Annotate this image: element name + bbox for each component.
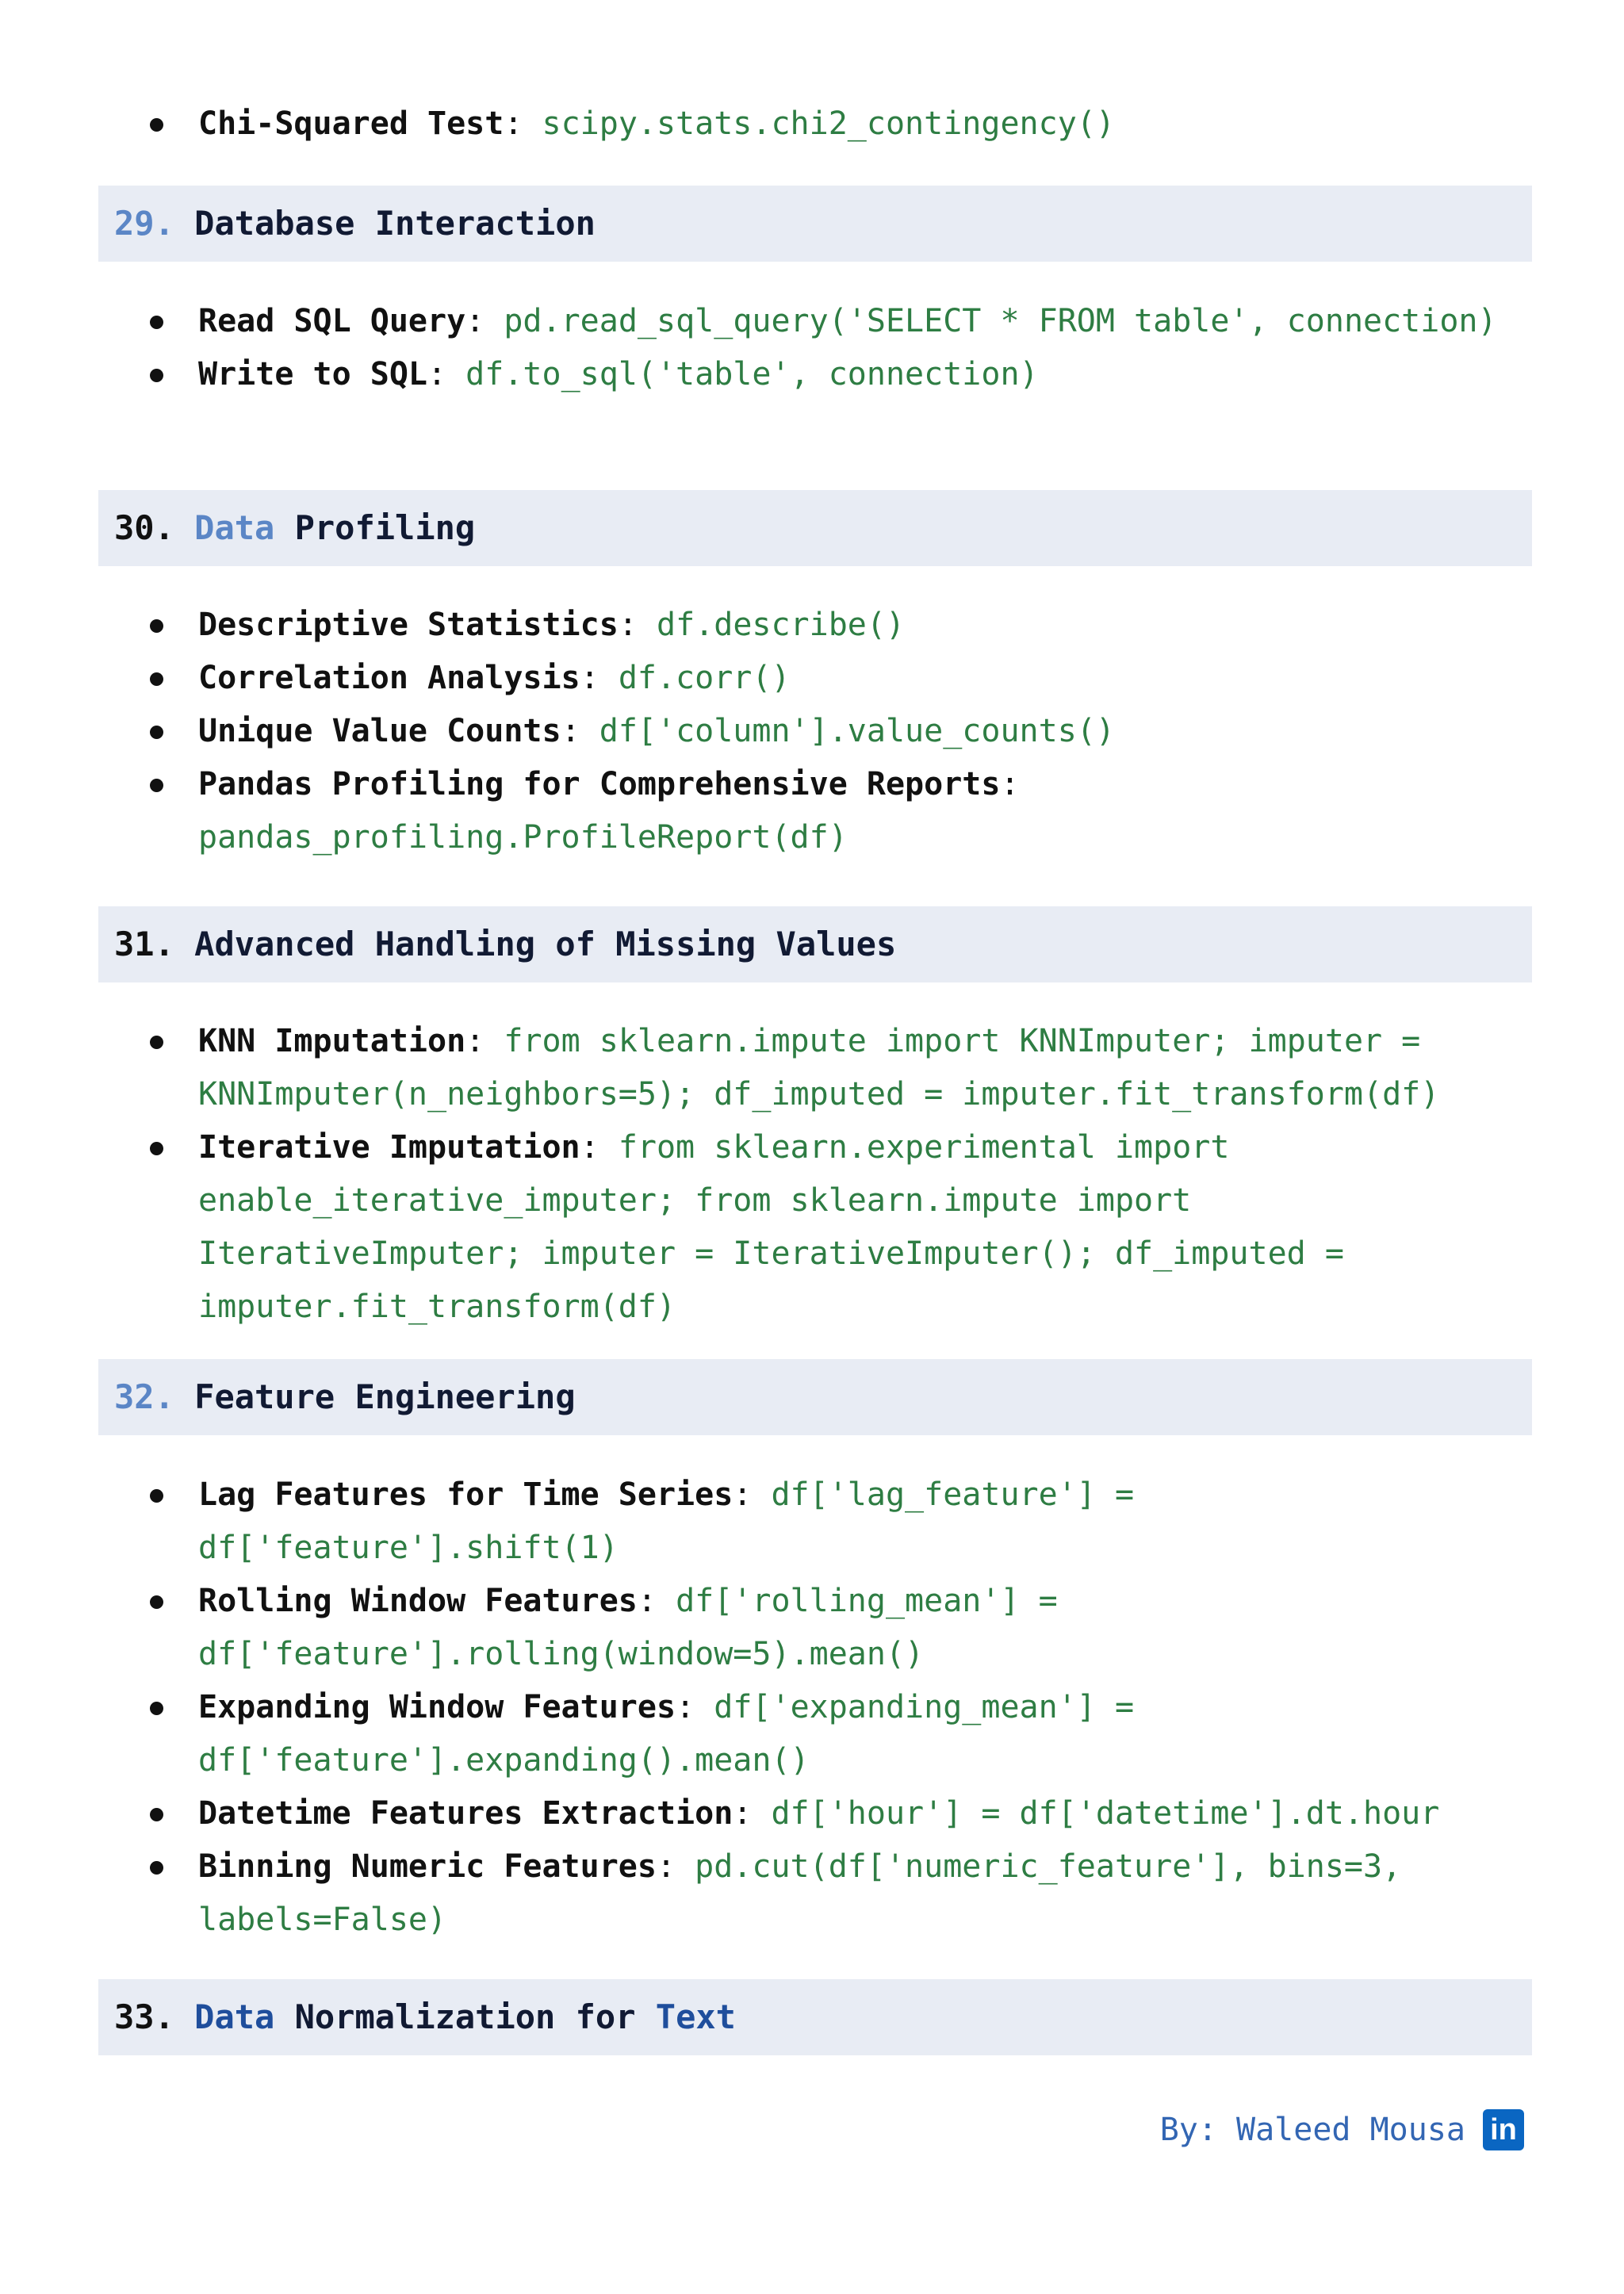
- list-item: [0, 599, 1624, 652]
- section-header-29: [98, 186, 1532, 262]
- item-separator: :: [465, 303, 504, 339]
- section-title-word: Advanced: [194, 925, 355, 963]
- item-code: from sklearn.experimental import enable_iterative_imputer; from sklearn.impute import IterativeImputer; imputer = IterativeImputer(); df_imputed = imputer.fit_transform(df): [198, 1129, 1344, 1325]
- list-item: [0, 295, 1624, 348]
- section-header-31: [98, 906, 1532, 982]
- item-code: df['hour'] = df['datetime'].dt.hour: [771, 1795, 1440, 1832]
- section-title-word: Database: [194, 204, 355, 243]
- section-number: 29.: [114, 204, 174, 243]
- item-code: from sklearn.impute import KNNImputer; imputer = KNNImputer(n_neighbors=5); df_imputed = imputer.fit_transform(df): [198, 1023, 1440, 1113]
- list-item: [0, 652, 1624, 705]
- list-item: [0, 98, 1624, 151]
- item-separator: :: [561, 713, 599, 749]
- section-item-list-30: [0, 599, 1624, 864]
- section-item-list-32: [0, 1469, 1624, 1947]
- item-label: Descriptive Statistics: [198, 607, 619, 643]
- top-item-list: [0, 98, 1624, 151]
- linkedin-icon-glyph: in: [1490, 2113, 1517, 2147]
- item-label: Pandas Profiling for Comprehensive Reports: [198, 766, 1001, 802]
- section-title-word: Handling: [374, 925, 536, 963]
- item-separator: :: [1000, 766, 1020, 802]
- list-item: [0, 1575, 1624, 1681]
- list-item: [0, 758, 1624, 864]
- list-item: [0, 1121, 1624, 1334]
- item-label: KNN Imputation: [198, 1023, 466, 1059]
- item-code: df['rolling_mean'] = df['feature'].rolling(window=5).mean(): [198, 1583, 1058, 1672]
- list-item: [0, 1787, 1624, 1840]
- section-number: 30.: [114, 508, 174, 547]
- section-title-word: Engineering: [354, 1377, 576, 1416]
- list-item: [0, 1469, 1624, 1575]
- section-title-word: Normalization: [294, 1997, 556, 2036]
- item-separator: :: [580, 1129, 619, 1166]
- item-label: Expanding Window Features: [198, 1689, 676, 1725]
- section-title-word: Data: [194, 508, 275, 547]
- item-separator: :: [618, 607, 657, 643]
- item-separator: :: [637, 1583, 676, 1619]
- list-item: [0, 705, 1624, 758]
- item-label: Chi-Squared Test: [198, 105, 504, 142]
- section-title-word: Profiling: [294, 508, 476, 547]
- section-header-30: [98, 490, 1532, 566]
- item-label: Lag Features for Time Series: [198, 1476, 733, 1513]
- item-code: pandas_profiling.ProfileReport(df): [198, 819, 848, 856]
- section-title-word: Missing: [615, 925, 756, 963]
- section-number: 31.: [114, 925, 174, 963]
- linkedin-icon[interactable]: [1483, 2109, 1524, 2150]
- item-code: df.corr(): [618, 660, 791, 696]
- list-item: [0, 1681, 1624, 1787]
- item-separator: :: [427, 356, 466, 393]
- item-code: df.describe(): [656, 607, 906, 643]
- item-label: Read SQL Query: [198, 303, 466, 339]
- item-code: pd.cut(df['numeric_feature'], bins=3, labels=False): [198, 1848, 1402, 1938]
- section-header-32: [98, 1359, 1532, 1435]
- section-title-word: Feature: [194, 1377, 335, 1416]
- item-label: Rolling Window Features: [198, 1583, 638, 1619]
- item-label: Write to SQL: [198, 356, 427, 393]
- section-title-word: Data: [194, 1997, 275, 2036]
- item-label: Unique Value Counts: [198, 713, 561, 749]
- section-item-list-29: [0, 295, 1624, 401]
- list-item: [0, 1840, 1624, 1947]
- section-header-33: [98, 1979, 1532, 2055]
- section-title-word: Interaction: [374, 204, 596, 243]
- item-label: Binning Numeric Features: [198, 1848, 657, 1885]
- item-separator: :: [656, 1848, 695, 1885]
- item-code: pd.read_sql_query('SELECT * FROM table', connection): [504, 303, 1497, 339]
- item-label: Datetime Features Extraction: [198, 1795, 733, 1832]
- footer: [1160, 2106, 1524, 2154]
- section-number: 32.: [114, 1377, 174, 1416]
- item-separator: :: [733, 1476, 772, 1513]
- section-title-word: Values: [776, 925, 897, 963]
- author-byline: By: Waleed Mousa: [1159, 2112, 1465, 2148]
- section-title-word: Text: [655, 1997, 736, 2036]
- list-item: [0, 1015, 1624, 1121]
- item-label: Iterative Imputation: [198, 1129, 580, 1166]
- item-separator: :: [733, 1795, 772, 1832]
- section-number: 33.: [114, 1997, 174, 2036]
- item-label: Correlation Analysis: [198, 660, 580, 696]
- item-code: df['lag_feature'] = df['feature'].shift(1): [198, 1476, 1135, 1566]
- list-item: [0, 348, 1624, 401]
- item-separator: :: [465, 1023, 504, 1059]
- item-code: scipy.stats.chi2_contingency(): [542, 105, 1115, 142]
- item-separator: :: [504, 105, 542, 142]
- item-code: df['column'].value_counts(): [599, 713, 1115, 749]
- section-title-word: for: [575, 1997, 636, 2036]
- item-separator: :: [676, 1689, 714, 1725]
- section-title-word: of: [555, 925, 596, 963]
- item-code: df.to_sql('table', connection): [465, 356, 1039, 393]
- section-item-list-31: [0, 1015, 1624, 1334]
- item-code: df['expanding_mean'] = df['feature'].expanding().mean(): [198, 1689, 1135, 1779]
- item-separator: :: [580, 660, 619, 696]
